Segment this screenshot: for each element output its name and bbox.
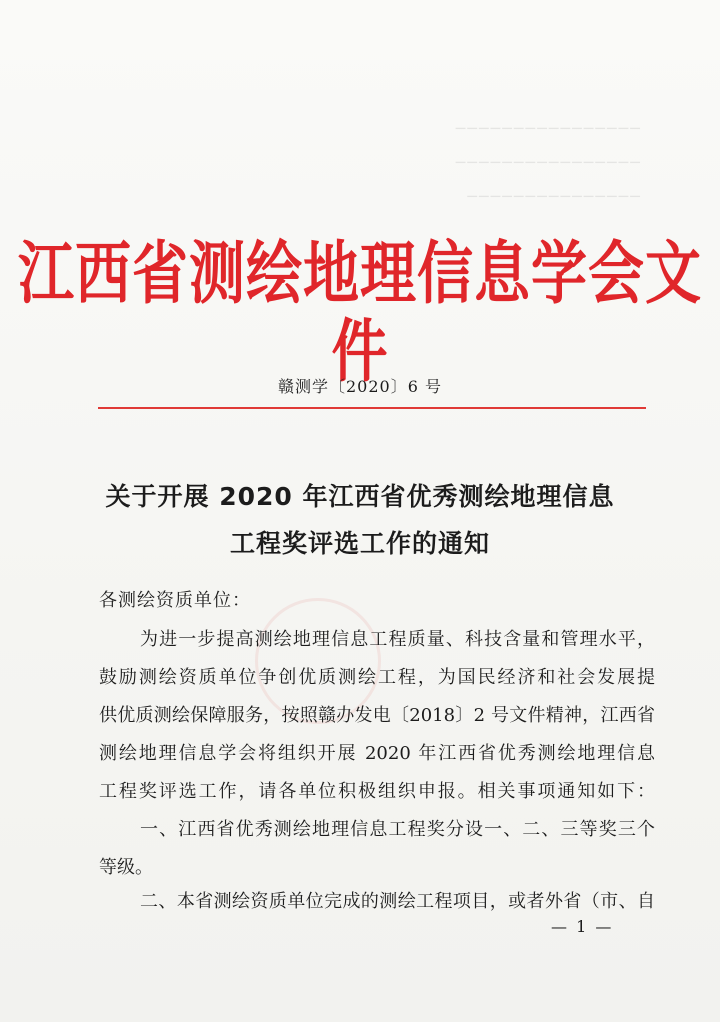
body-line-3: 供优质测绘保障服务，按照赣办发电〔2018〕2 号文件精神，江西省	[99, 705, 655, 726]
notice-title-line-2: 工程奖评选工作的通知	[229, 529, 490, 558]
body-line-8: 二、本省测绘资质单位完成的测绘工程项目，或者外省（市、自	[140, 891, 655, 912]
body-line-5: 工程奖评选工作，请各单位积极组织申报。相关事项通知如下：	[99, 781, 655, 802]
body-line-6: 一、江西省优秀测绘地理信息工程奖分设一、二、三等奖三个	[140, 819, 655, 840]
reverse-side-bleed: ──────────────── ──────────────── ───────────────	[453, 119, 640, 206]
body-line-2: 鼓励测绘资质单位争创优质测绘工程，为国民经济和社会发展提	[99, 667, 655, 688]
page-number: — 1 —	[551, 917, 614, 936]
salutation: 各测绘资质单位：	[99, 590, 251, 611]
document-number: 赣测学〔2020〕6 号	[278, 377, 442, 396]
body-line-4: 测绘地理信息学会将组织开展 2020 年江西省优秀测绘地理信息	[99, 743, 655, 764]
notice-title-line-1: 关于开展 2020 年江西省优秀测绘地理信息	[105, 482, 615, 511]
body-line-1: 为进一步提高测绘地理信息工程质量、科技含量和管理水平，	[140, 629, 655, 650]
red-divider-rule	[98, 407, 646, 409]
body-line-7: 等级。	[99, 857, 153, 878]
issuer-title: 江西省测绘地理信息学会文件	[18, 234, 702, 393]
